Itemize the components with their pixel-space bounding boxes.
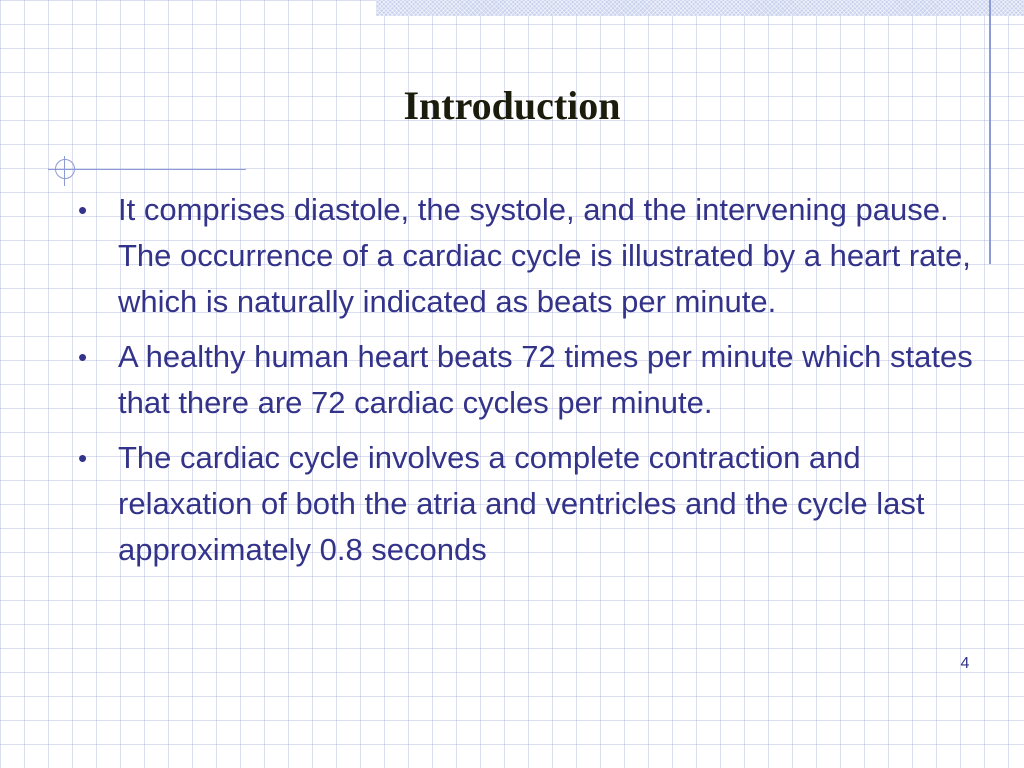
bullet-dot-icon: • [78, 443, 88, 473]
bullet-list [74, 187, 984, 582]
bullet-text: A healthy human heart beats 72 times per minute which states that there are 72 cardiac cycles per minute. [118, 339, 973, 420]
bullet-text: It comprises diastole, the systole, and the intervening pause. The occurrence of a cardiac cycle is illustrated by a heart rate, which is naturally indicated as beats per minute. [118, 192, 971, 319]
bullet-item [74, 334, 984, 426]
slide-title: Introduction [403, 83, 621, 128]
decorative-vertical-tick [64, 156, 65, 186]
bullet-dot-icon: • [78, 342, 88, 372]
decorative-circle-ornament [55, 159, 75, 179]
page-number: 4 [960, 655, 970, 672]
decorative-top-band [376, 0, 1024, 16]
bullet-item [74, 187, 984, 325]
decorative-title-rule [48, 169, 246, 170]
bullet-dot-icon: • [78, 195, 88, 225]
decorative-right-rule [989, 0, 991, 264]
bullet-text: The cardiac cycle involves a complete contraction and relaxation of both the atria and ventricles and the cycle last approximately 0.8 seconds [118, 440, 925, 567]
bullet-item [74, 435, 984, 573]
